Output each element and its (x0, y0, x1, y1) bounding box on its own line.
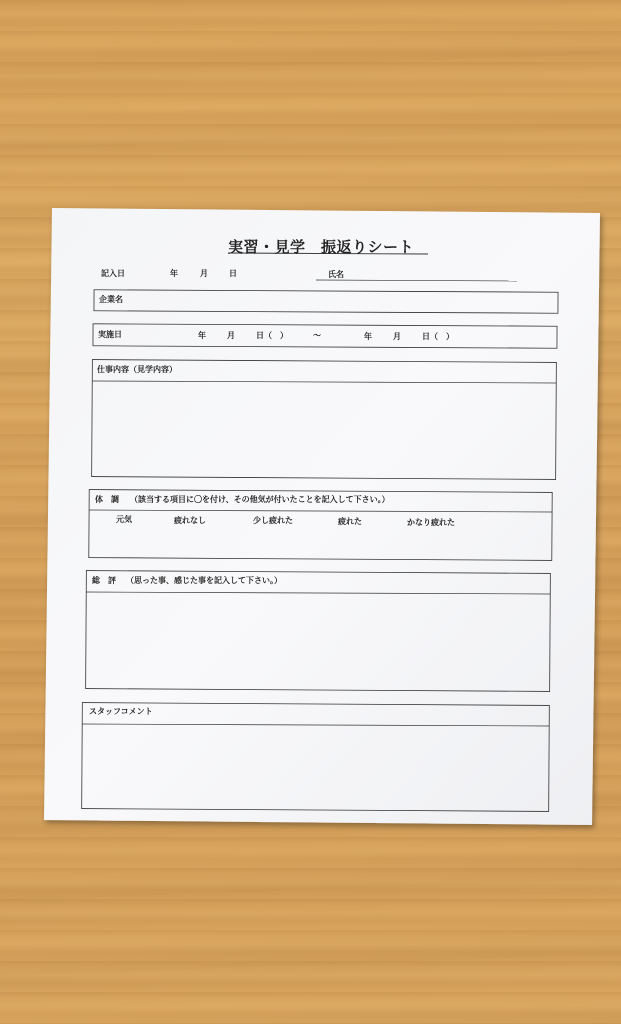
entry-year-label: 年 (170, 269, 178, 278)
condition-option-4: 疲れた (338, 517, 362, 526)
impl-month1-label: 月 (227, 331, 235, 340)
condition-option-1: 元気 (116, 515, 132, 524)
impl-month2-label: 月 (393, 332, 401, 341)
review-label: 総 評 (92, 576, 116, 585)
condition-option-3: 少し疲れた (253, 516, 293, 525)
impl-tilde: ～ (313, 331, 321, 340)
staff-comment-label: スタッフコメント (89, 707, 153, 716)
review-note: （思った事、感じた事を記入して下さい。） (126, 576, 282, 585)
condition-label: 体 調 (95, 495, 119, 504)
entry-day-label: 日 (229, 269, 237, 278)
condition-option-5: かなり疲れた (407, 518, 455, 527)
condition-option-2: 疲れなし (174, 516, 206, 525)
impl-day1-label: 日（ ） (256, 331, 288, 340)
impl-year2-label: 年 (364, 332, 372, 341)
work-content-label: 仕事内容（見学内容） (97, 365, 177, 374)
entry-date-label: 記入日 (101, 269, 125, 278)
entry-month-label: 月 (200, 269, 208, 278)
implementation-date-label: 実施日 (98, 330, 122, 339)
form-title: 実習・見学 振返りシート (228, 238, 415, 256)
condition-note: （該当する項目に〇を付け、その他気が付いたことを記入して下さい。） (130, 495, 390, 504)
company-label: 企業名 (99, 295, 123, 304)
impl-day2-label: 日（ ） (422, 332, 454, 341)
name-label: 氏名 (328, 270, 344, 279)
impl-year1-label: 年 (198, 331, 206, 340)
